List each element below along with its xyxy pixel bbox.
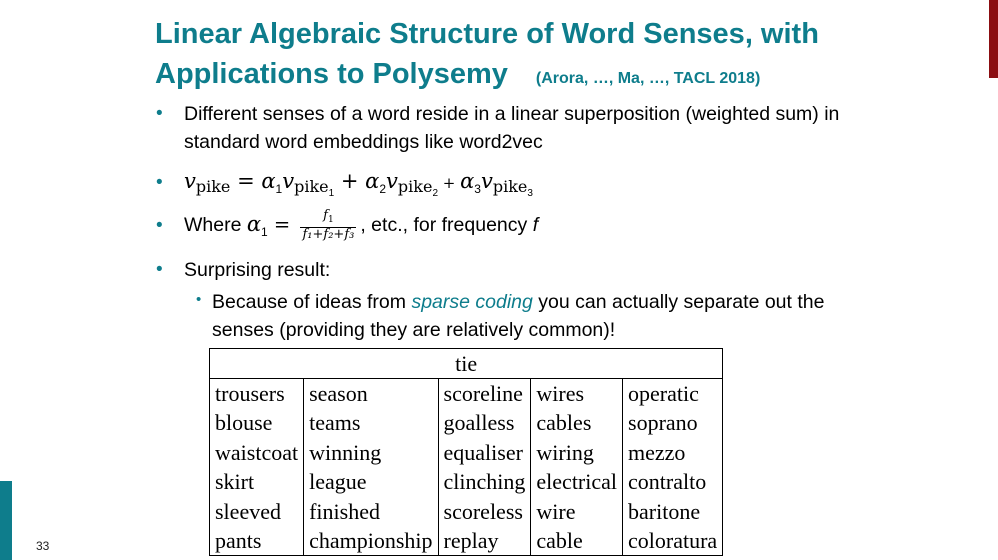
table-cell: teams [304,408,438,437]
accent-bar-left [0,481,12,560]
frequency-fraction [300,209,356,242]
table-cell: pants [210,526,304,556]
where-eq: = [267,213,297,236]
table-cell: trousers [210,379,304,409]
where-alpha: α [246,212,262,236]
pike2-sub: 2 [432,188,438,199]
title-line-1: Linear Algebraic Structure of Word Senses, with [155,18,819,50]
table-cell: operatic [623,379,723,409]
table-cell: replay [438,526,531,556]
pike2: pike [397,177,433,196]
bullet-1-text: Different senses of a word reside in a linear superposition (weighted sum) in standard word embeddings like word2vec [184,103,840,153]
table-cell: goalless [438,408,531,437]
accent-bar-right [989,0,998,78]
table-cell: equaliser [438,438,531,467]
table-cell: coloratura [623,526,723,556]
alpha3: α [460,169,475,193]
where-suffix: , etc., for frequency [360,214,533,236]
title-line-2-text: Applications to Polysemy [155,58,508,90]
where-prefix: Where [184,214,247,236]
numerator-sub: 1 [327,215,334,226]
bullet-4-marker: • [156,259,163,280]
sub-bullet-text [212,288,852,344]
table-cell: league [304,467,438,496]
table-cell: soprano [623,408,723,437]
table-cell: championship [304,526,438,556]
table-cell: wire [531,497,623,526]
table-row [210,438,723,467]
word-senses-table [209,348,723,556]
table-cell: electrical [531,467,623,496]
table-cell: wires [531,379,623,409]
table-cell: contralto [623,467,723,496]
numerator-f: f [323,208,328,224]
table-cell: finished [304,497,438,526]
citation: (Arora, …, Ma, …, TACL 2018) [535,70,761,87]
v-pike1: v [282,169,295,193]
plus-2: + [438,174,461,192]
pike3: pike [492,177,528,196]
bullet-2-marker: • [156,172,163,193]
v-pike2: v [386,169,398,193]
bullet-1-marker: • [156,103,163,124]
bullet-3-text [184,204,784,252]
sparse-coding-text: sparse coding [411,291,533,313]
pike3-sub: 3 [527,188,533,199]
where-alpha-sub: 1 [261,225,268,239]
table-cell: season [304,379,438,409]
bullet-4-text: Surprising result: [184,259,331,281]
table-cell: cables [531,408,623,437]
fraction-numerator [300,209,356,228]
formula-eq: = [230,169,262,193]
table-cell: cable [531,526,623,556]
alpha1: α [261,169,276,193]
table-cell: waistcoat [210,438,304,467]
pike1-sub: 1 [328,188,335,199]
table-row [210,408,723,437]
table-row [210,467,723,496]
bullet-2-formula [184,167,533,208]
v-pike3: v [480,169,493,193]
table-cell: skirt [210,467,304,496]
table-cell: clinching [438,467,531,496]
table-cell: wiring [531,438,623,467]
title-line-2 [155,54,955,99]
sub-bullet-marker: • [196,291,202,308]
table-row [210,497,723,526]
table-row [210,526,723,556]
alpha2: α [365,169,380,193]
table-row [210,379,723,409]
alpha2-sub: 2 [379,182,387,196]
table-cell: sleeved [210,497,304,526]
formula-v: v [184,169,196,193]
formula-pike: pike [195,177,231,196]
table-cell: winning [304,438,438,467]
table-cell: scoreless [438,497,531,526]
alpha3-sub: 3 [474,182,481,196]
pike1: pike [294,177,329,196]
slide-title [155,14,955,99]
page-number: 33 [36,539,50,553]
table-cell: mezzo [623,438,723,467]
fraction-denominator: f₁+f₂+f₃ [302,227,355,243]
sub-prefix: Because of ideas from [212,291,412,313]
table-cell: baritone [623,497,723,526]
frequency-f: f [532,214,539,236]
bullet-3-marker: • [156,215,163,236]
table-header: tie [210,349,723,379]
table-cell: scoreline [438,379,531,409]
table-cell: blouse [210,408,304,437]
sub-suffix: you can actually separate out the senses (providing they are relatively common)! [212,291,825,341]
alpha1-sub: 1 [275,182,283,196]
plus-1: + [334,169,366,193]
